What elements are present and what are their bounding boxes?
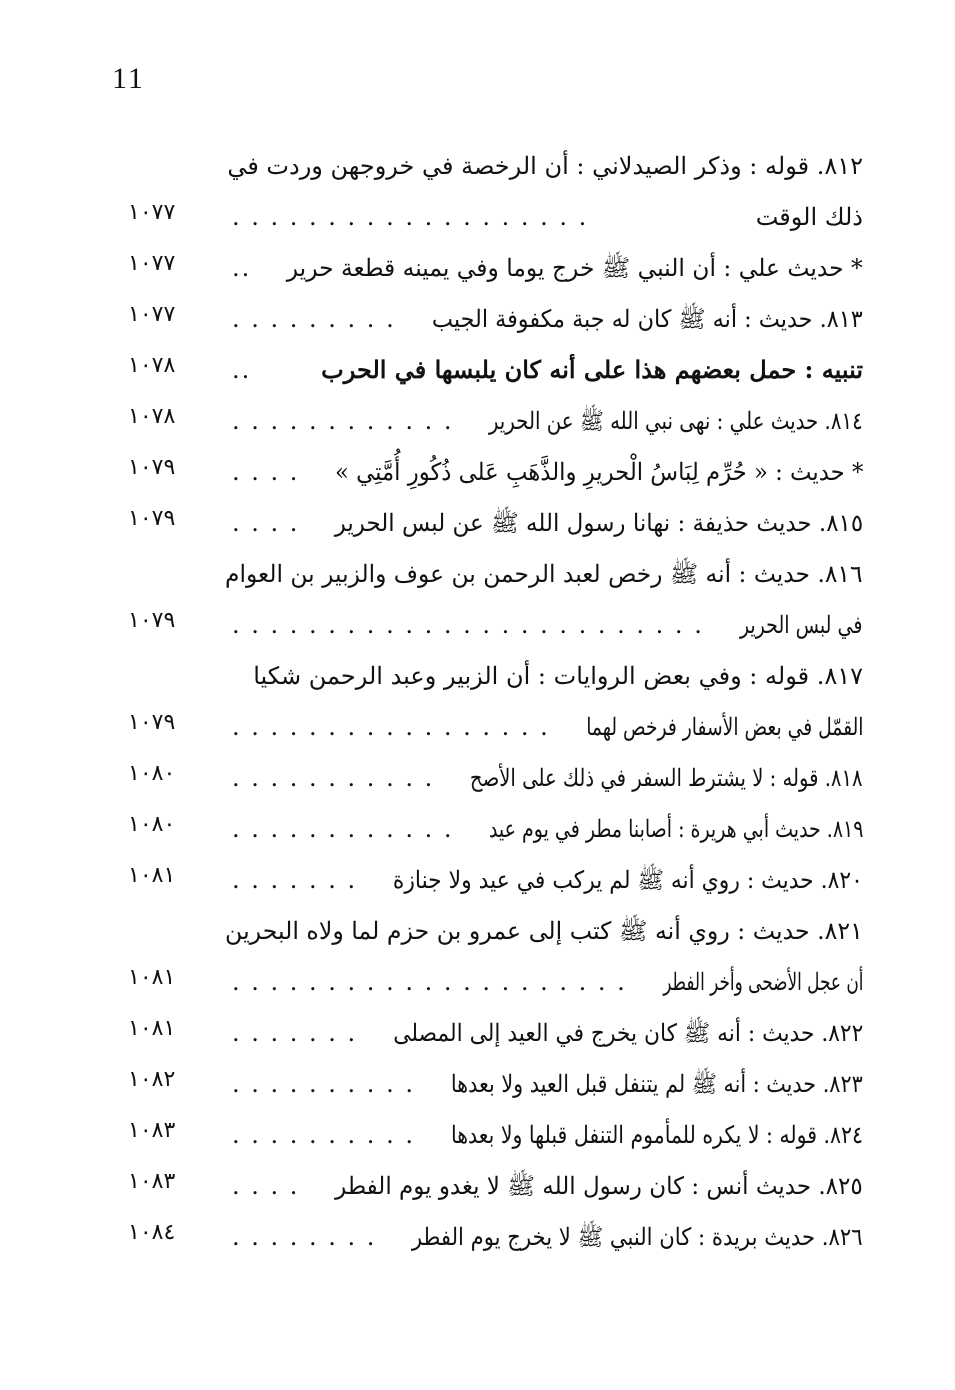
entry-text: ٨١٥. حديث حذيفة : نهانا رسول الله ﷺ عن لبس الحرير xyxy=(334,509,863,537)
leader-dots: . . . . . . . . . . . . xyxy=(232,815,454,843)
toc-entry xyxy=(0,143,955,194)
toc-entry xyxy=(0,551,955,602)
leader-dots: . . . . xyxy=(232,509,300,537)
toc-entry xyxy=(0,755,955,806)
entry-text: ٨١٩. حديث أبي هريرة : أصابنا مطر في يوم عيد xyxy=(488,815,863,843)
page-number: 11 xyxy=(112,62,145,95)
leader-dots: . . . . . . . . . . . . xyxy=(232,407,454,435)
table-of-contents xyxy=(0,143,955,1265)
entry-text: ٨٢٢. حديث : أنه ﷺ كان يخرج في العيد إلى المصلى xyxy=(392,1019,863,1047)
leader-dots: . . . . . . . . . . . xyxy=(232,764,435,792)
toc-entry xyxy=(0,398,955,449)
leader-dots: . . . . . . . . . . . . . . . . . xyxy=(232,713,550,741)
toc-entry xyxy=(0,1214,955,1265)
toc-entry xyxy=(0,194,955,245)
toc-entry xyxy=(0,602,955,653)
entry-text: في لبس الحرير xyxy=(740,611,863,639)
toc-entry xyxy=(0,908,955,959)
leader-dots: . . . . . . . xyxy=(232,1019,358,1047)
leader-dots: . . . . . . . xyxy=(232,866,358,894)
entry-page: ١٠٧٩ xyxy=(128,608,176,633)
entry-page: ١٠٧٩ xyxy=(128,710,176,735)
entry-text: ٨١٣. حديث : أنه ﷺ كان له جبة مكفوفة الجيب xyxy=(432,305,863,333)
entry-page: ١٠٨١ xyxy=(128,965,176,990)
entry-page: ١٠٨٤ xyxy=(128,1220,176,1245)
entry-text: ٨١٤. حديث علي : نهى نبي الله ﷺ عن الحرير xyxy=(489,407,863,435)
toc-entry xyxy=(0,500,955,551)
entry-text: * حديث علي : أن النبي ﷺ خرج يوما وفي يمينه قطعة حرير xyxy=(287,254,863,282)
entry-page: ١٠٧٧ xyxy=(128,302,176,327)
leader-dots: . . . . . . . . . . xyxy=(232,1121,415,1149)
entry-text: ٨٢١. حديث : روي أنه ﷺ كتب إلى عمرو بن حزم لما ولاه البحرين xyxy=(225,917,863,945)
entry-text: ٨٢٠. حديث : روي أنه ﷺ لم يركب في عيد ولا جنازة xyxy=(393,866,863,894)
entry-text: ذلك الوقت xyxy=(755,203,863,231)
toc-entry xyxy=(0,347,955,398)
leader-dots: . . . . . . . . . . . . . . . . . . . xyxy=(232,203,589,231)
entry-text: * حديث : « حُرِّم لِبَاسُ الْحريرِ والذَّهَبِ عَلى ذُكُورِ أُمَّتِي » xyxy=(334,458,863,486)
toc-entry xyxy=(0,296,955,347)
toc-entry xyxy=(0,857,955,908)
entry-page: ١٠٨١ xyxy=(128,1016,176,1041)
leader-dots: . . . . xyxy=(232,458,300,486)
toc-entry xyxy=(0,1163,955,1214)
toc-entry xyxy=(0,1010,955,1061)
leader-dots: . . . . . . . . . . xyxy=(232,1070,415,1098)
entry-page: ١٠٧٧ xyxy=(128,251,176,276)
toc-entry xyxy=(0,704,955,755)
entry-text: ٨٢٦. حديث بريدة : كان النبي ﷺ لا يخرج يوم الفطر xyxy=(412,1223,863,1251)
entry-text: أن عجل الأضحى وأخر الفطر xyxy=(662,968,863,996)
entry-text: ٨٢٥. حديث أنس : كان رسول الله ﷺ لا يغدو يوم الفطر xyxy=(335,1172,863,1200)
leader-dots: . . . . . . . . xyxy=(232,1223,377,1251)
entry-page: ١٠٨٠ xyxy=(128,812,176,837)
leader-dots: . . . . . . . . . . . . . . . . . . . . . xyxy=(232,968,627,996)
entry-page: ١٠٨١ xyxy=(128,863,176,888)
toc-entry xyxy=(0,245,955,296)
toc-entry xyxy=(0,1061,955,1112)
entry-page: ١٠٧٩ xyxy=(128,506,176,531)
entry-text: ٨١٧. قوله : وفي بعض الروايات : أن الزبير وعبد الرحمن شكيا xyxy=(253,662,863,690)
entry-page: ١٠٧٧ xyxy=(128,200,176,225)
entry-page: ١٠٧٨ xyxy=(128,353,176,378)
leader-dots: .. xyxy=(232,254,252,282)
toc-entry xyxy=(0,653,955,704)
entry-text: ٨١٨. قوله : لا يشترط السفر في ذلك على الأصح xyxy=(470,764,863,792)
entry-text: ٨١٢. قوله : وذكر الصيدلاني : أن الرخصة في خروجهن وردت في xyxy=(227,152,863,180)
entry-text: تنبيه : حمل بعضهم هذا على أنه كان يلبسها في الحرب xyxy=(321,355,863,384)
toc-entry xyxy=(0,449,955,500)
entry-page: ١٠٨٣ xyxy=(128,1118,176,1143)
leader-dots: . . . . xyxy=(232,1172,300,1200)
toc-entry xyxy=(0,959,955,1010)
toc-entry xyxy=(0,1112,955,1163)
leader-dots: . . . . . . . . . xyxy=(232,305,396,333)
entry-page: ١٠٨٢ xyxy=(128,1067,176,1092)
entry-text: ٨٢٤. قوله : لا يكره للمأموم التنفل قبلها ولا بعدها xyxy=(450,1121,863,1149)
entry-page: ١٠٨٣ xyxy=(128,1169,176,1194)
leader-dots: . . . . . . . . . . . . . . . . . . . . . . . . . xyxy=(232,611,704,639)
entry-page: ١٠٧٩ xyxy=(128,455,176,480)
leader-dots: .. xyxy=(232,356,252,384)
entry-page: ١٠٨٠ xyxy=(128,761,176,786)
entry-text: القمّل في بعض الأسفار فرخص لهما xyxy=(585,713,863,741)
entry-text: ٨٢٣. حديث : أنه ﷺ لم يتنفل قبل العيد ولا بعدها xyxy=(451,1070,863,1098)
entry-page: ١٠٧٨ xyxy=(128,404,176,429)
toc-entry xyxy=(0,806,955,857)
entry-text: ٨١٦. حديث : أنه ﷺ رخص لعبد الرحمن بن عوف والزبير بن العوام xyxy=(225,560,863,588)
